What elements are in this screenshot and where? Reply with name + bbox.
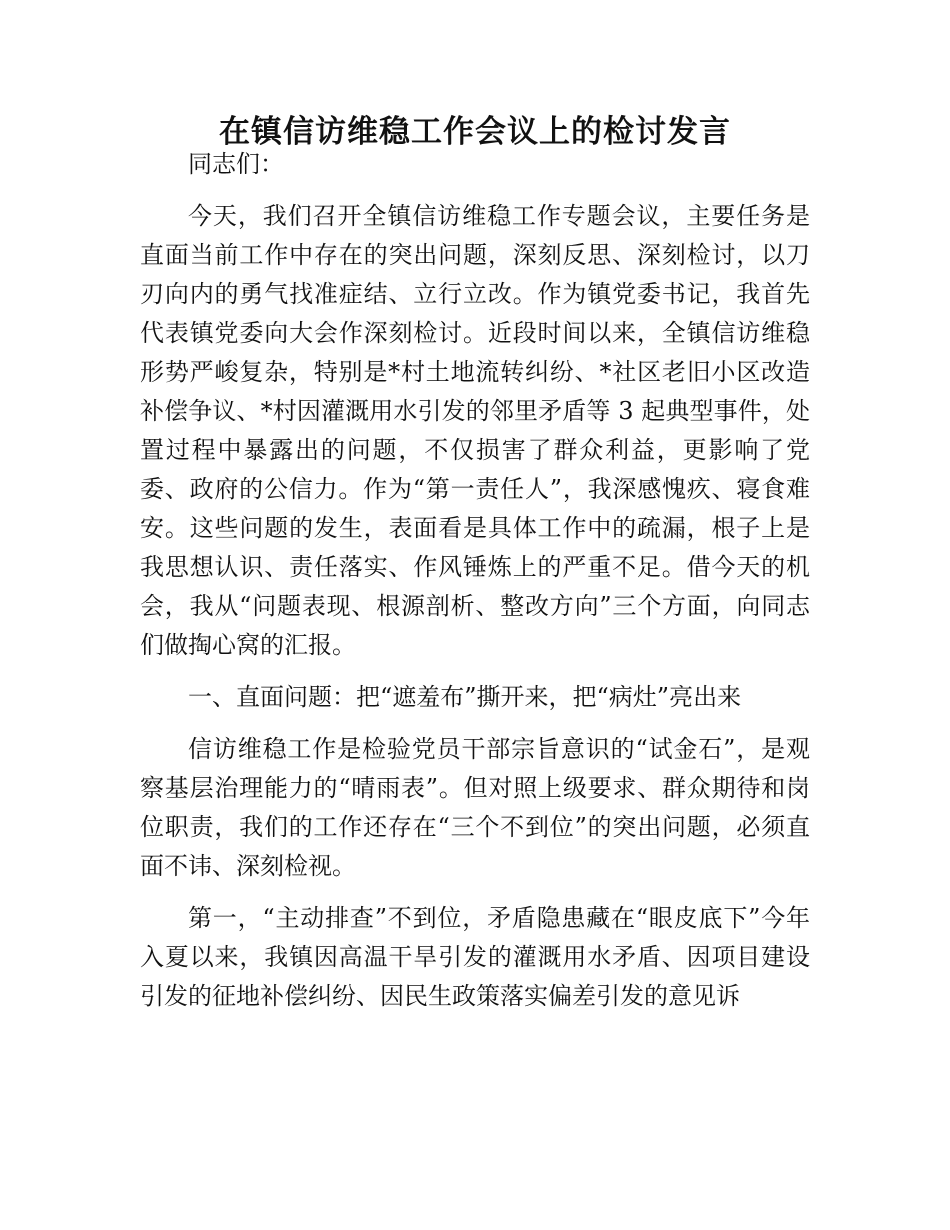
body-paragraph-intro: 今天，我们召开全镇信访维稳工作专题会议，主要任务是直面当前工作中存在的突出问题，深刻反思、深刻检讨，以刀刃向内的勇气找准症结、立行立改。作为镇党委书记，我首先代表镇党委向大会作深刻检讨。近段时间以来，全镇信访维稳形势严峻复杂，特别是*村土地流转纠纷、*社区老旧小区改造补偿争议、*村因灌溉用水引发的邻里矛盾等 3 起典型事件，处置过程中暴露出的问题，不仅损害了群众利益，更影响了党委、政府的公信力。作为“第一责任人”，我深感愧疚、寝食难安。这些问题的发生，表面看是具体工作中的疏漏，根子上是我思想认识、责任落实、作风锤炼上的严重不足。借今天的机会，我从“问题表现、根源剖析、整改方向”三个方面，向同志们做掏心窝的汇报。 xyxy=(140,202,810,659)
document-title: 在镇信访维稳工作会议上的检讨发言 xyxy=(219,114,731,150)
greeting-paragraph: 同志们： xyxy=(188,150,284,178)
section-heading-1: 一、直面问题：把“遮羞布”撕开来，把“病灶”亮出来 xyxy=(188,683,742,711)
document-body xyxy=(140,145,810,1016)
body-paragraph-section-1: 信访维稳工作是检验党员干部宗旨意识的“试金石”，是观察基层治理能力的“晴雨表”。但对照上级要求、群众期待和岗位职责，我们的工作还存在“三个不到位”的突出问题，必须直面不讳、深刻检视。 xyxy=(140,735,810,880)
body-paragraph-point-1: 第一，“主动排查”不到位，矛盾隐患藏在“眼皮底下”今年入夏以来，我镇因高温干旱引发的灌溉用水矛盾、因项目建设引发的征地补偿纠纷、因民生政策落实偏差引发的意见诉 xyxy=(140,904,810,1010)
